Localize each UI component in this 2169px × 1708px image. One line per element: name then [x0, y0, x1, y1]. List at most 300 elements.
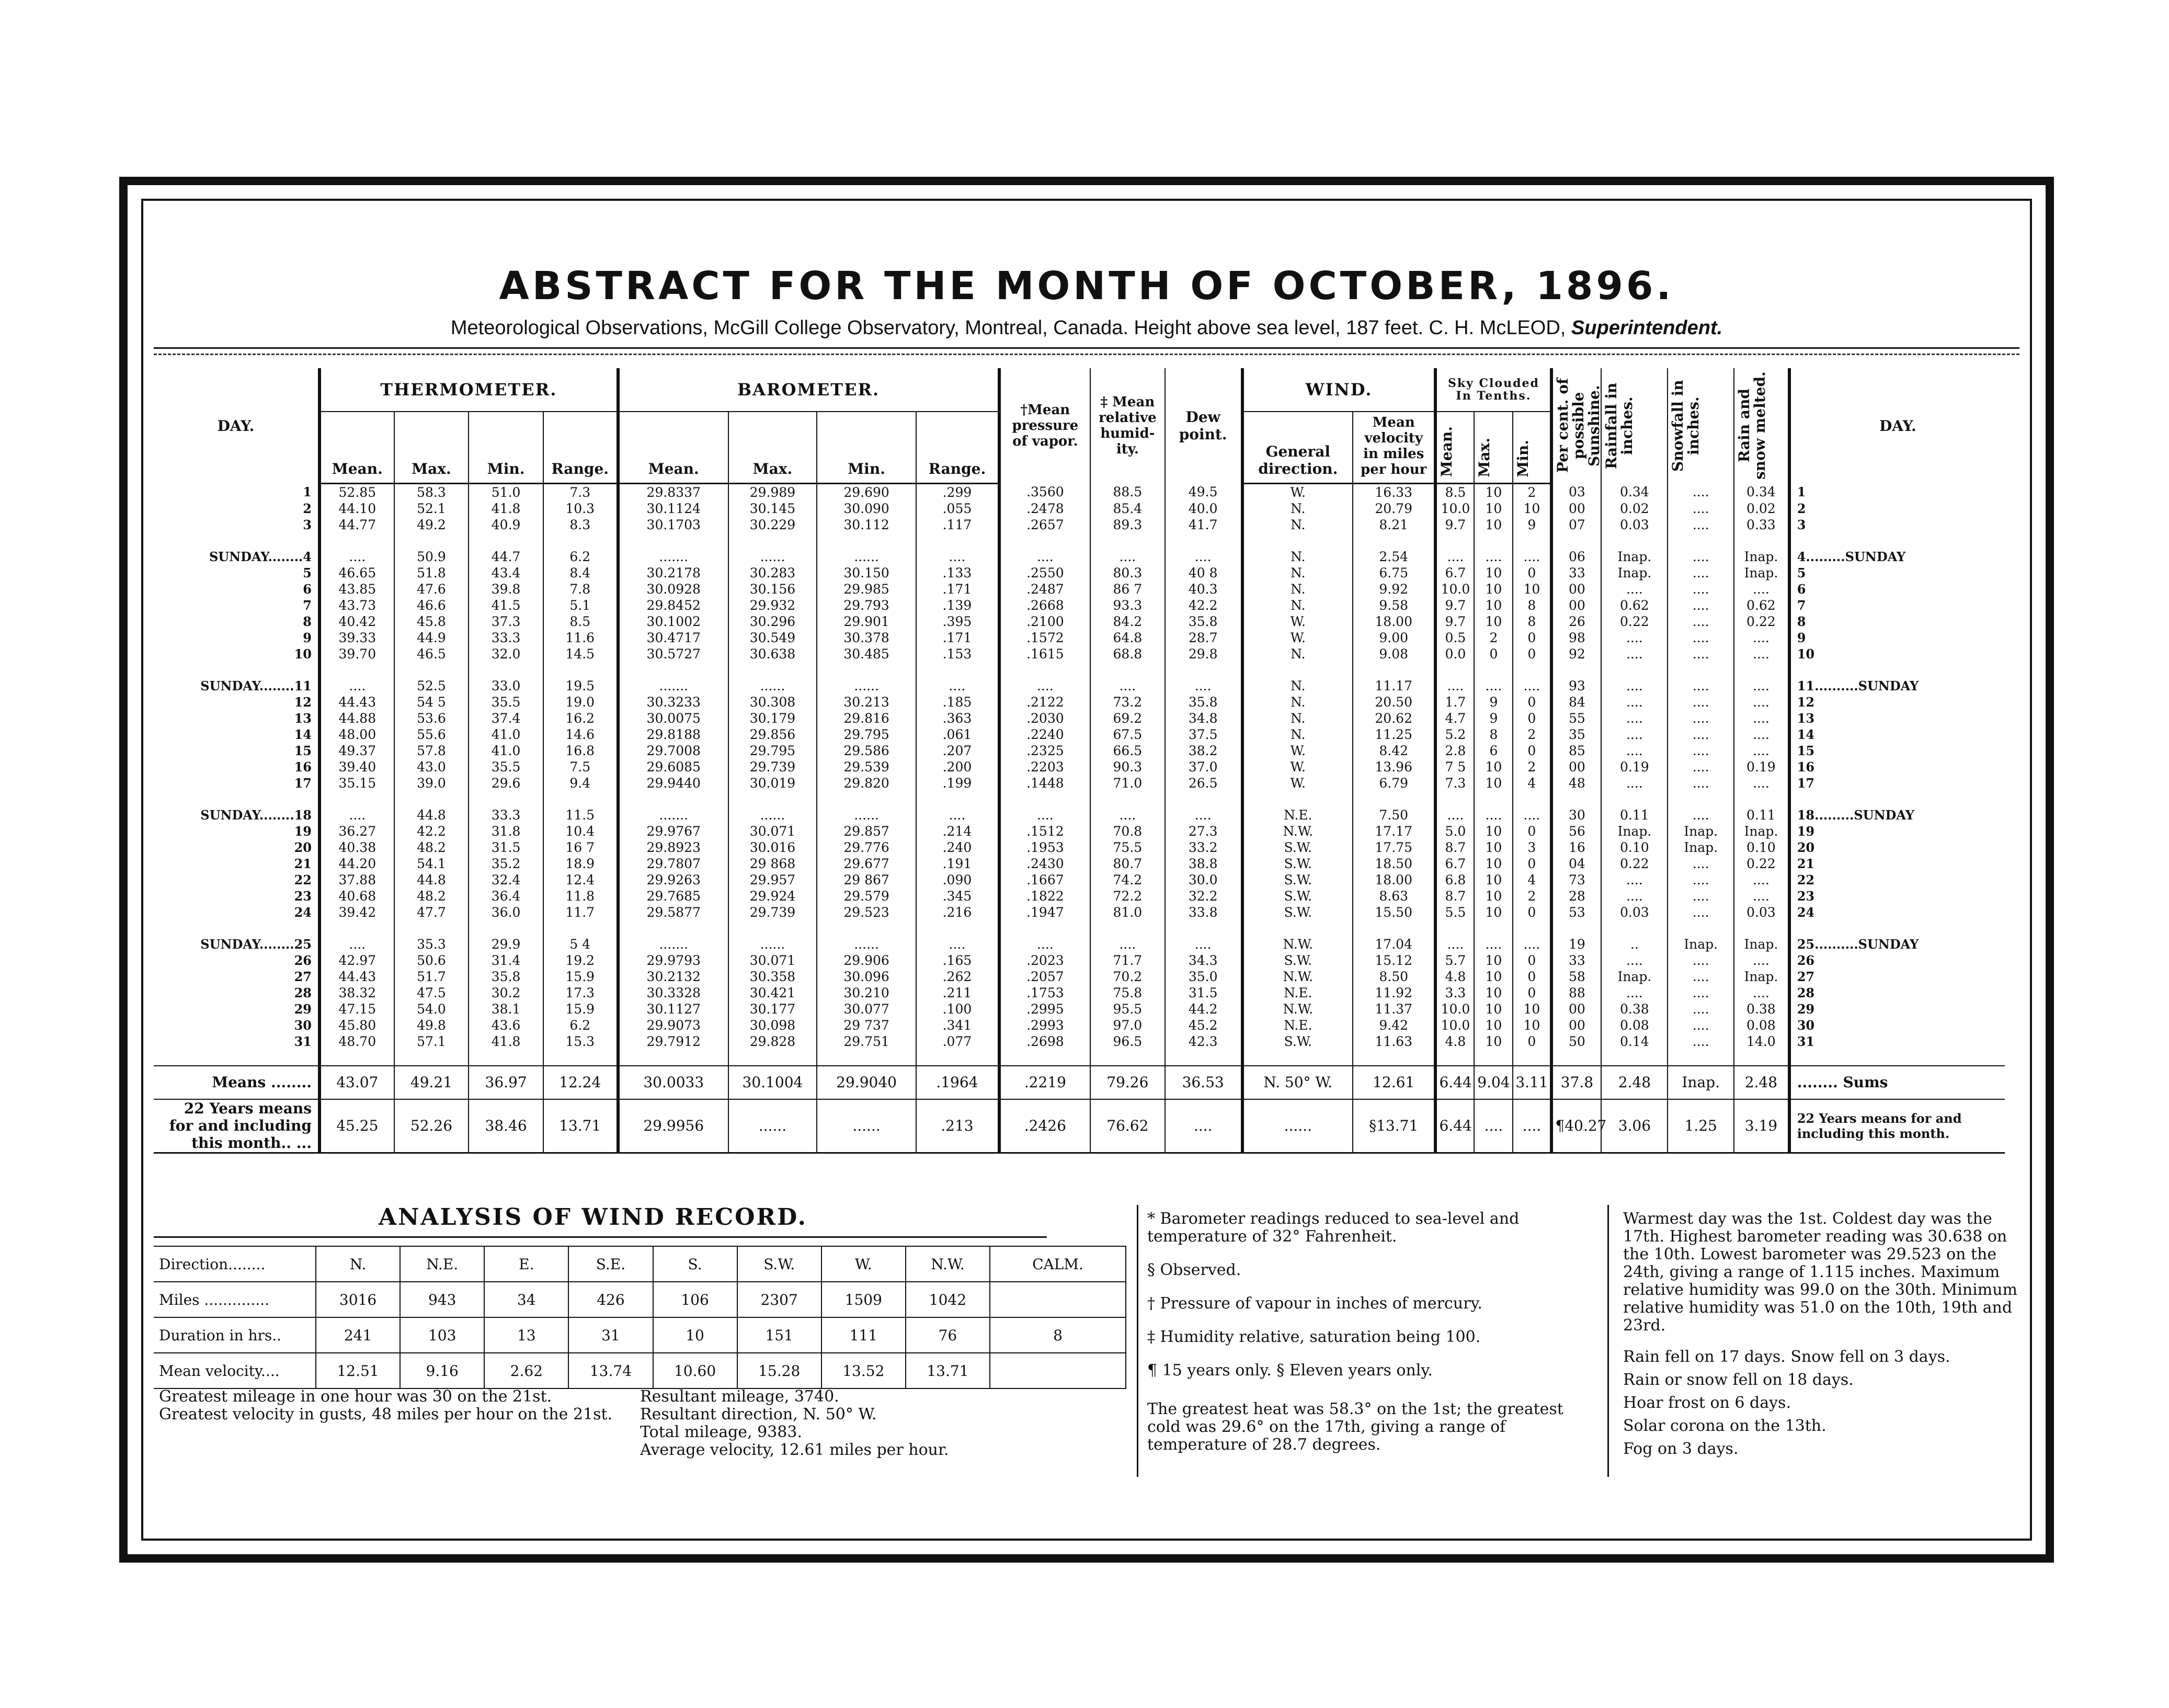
table-row-cell-16: 0: [1513, 565, 1551, 581]
table-row-cell-7: 29.901: [817, 613, 916, 630]
table-row-cell-12: W.: [1242, 483, 1353, 500]
table-row-cell-7: 29.857: [817, 823, 916, 839]
table-row-cell-6: 29.795: [728, 743, 817, 759]
wind-duration-row-cell: 103: [400, 1317, 484, 1353]
table-row-cell-18: 0.22: [1601, 613, 1668, 630]
table-row-cell-13: 20.62: [1353, 710, 1436, 726]
table-row-cell-10: 96.5: [1090, 1033, 1165, 1050]
table-row-cell-15: 9: [1474, 710, 1513, 726]
years22-row-cell-0: 22 Years means for and including this month.. ...: [154, 1099, 319, 1153]
table-row-cell-1: 52.85: [319, 483, 394, 500]
table-row-cell-9: .2478: [999, 500, 1090, 517]
gap-cell: [999, 920, 1090, 936]
table-row-cell-1: 38.32: [319, 985, 394, 1001]
means-row-cell-9: .2219: [999, 1066, 1090, 1099]
table-row-cell-19: ....: [1668, 517, 1734, 533]
table-row-cell-17: 04: [1551, 856, 1601, 872]
footnote-observed: § Observed.: [1147, 1261, 1241, 1279]
table-row-cell-20: 0.03: [1734, 904, 1789, 920]
table-row-cell-1: 39.70: [319, 646, 394, 662]
gap-cell: [1789, 662, 2005, 678]
table-row-cell-13: 8.63: [1353, 888, 1436, 904]
table-row-cell-0: 14: [294, 726, 312, 742]
table-row-cell-14: 9.7: [1435, 517, 1474, 533]
table-row-cell-4: 9.4: [543, 775, 618, 791]
table-row-cell-18: ....: [1601, 888, 1668, 904]
table-row-cell-1: 39.40: [319, 759, 394, 775]
table-row-cell-6: 29.739: [728, 759, 817, 775]
table-row-cell-16: 0: [1513, 969, 1551, 985]
wind-miles-row-cell: 34: [484, 1282, 568, 1317]
table-row: [154, 1033, 2005, 1050]
table-row-cell-9: .2023: [999, 952, 1090, 969]
table-row-cell-15: 10: [1474, 904, 1513, 920]
header-thermo-range: Range.: [543, 412, 618, 483]
table-row-cell-19: ....: [1668, 500, 1734, 517]
table-row-cell-19: ....: [1668, 694, 1734, 710]
table-row-cell-20: ....: [1734, 726, 1789, 743]
table-row-cell-19: Inap.: [1668, 823, 1734, 839]
gap-cell: [1353, 533, 1436, 549]
table-row-cell-13: 9.58: [1353, 597, 1436, 613]
gap-cell: [817, 920, 916, 936]
table-row-cell-16: 0: [1513, 985, 1551, 1001]
table-row-cell-13: 6.79: [1353, 775, 1436, 791]
gap-cell: [1165, 920, 1242, 936]
means-row-cell-8: .1964: [916, 1066, 999, 1099]
gap-cell: [394, 791, 469, 807]
table-row-cell-10: 75.8: [1090, 985, 1165, 1001]
table-row-cell-4: 19.2: [543, 952, 618, 969]
table-row-cell-10: 95.5: [1090, 1001, 1165, 1017]
table-row-cell-10: 66.5: [1090, 743, 1165, 759]
table-row-cell-9: .2122: [999, 694, 1090, 710]
table-row-cell-8: .139: [916, 597, 999, 613]
header-baro-max: Max.: [728, 412, 817, 483]
table-row-cell-21: 15: [1789, 743, 2005, 759]
table-row-cell-4: 11.8: [543, 888, 618, 904]
table-row-cell-10: ....: [1090, 807, 1165, 823]
table-row-cell-5: 29.8923: [618, 839, 728, 856]
table-row-cell-6: 30.071: [728, 952, 817, 969]
table-row-cell-12: S.W.: [1242, 1033, 1353, 1050]
table-row-cell-9: .1667: [999, 872, 1090, 888]
table-row-cell-0: 19: [294, 823, 312, 839]
table-row-cell-21: 26: [1789, 952, 2005, 969]
table-row-cell-5: 29.7008: [618, 743, 728, 759]
table-row-cell-19: ....: [1668, 1001, 1734, 1017]
wind-direction-row-cell: S.E.: [568, 1246, 653, 1282]
gap-cell: [543, 791, 618, 807]
header-barometer: BAROMETER.: [618, 368, 999, 412]
table-row-cell-20: Inap.: [1734, 936, 1789, 952]
table-row-cell-12: N.: [1242, 500, 1353, 517]
table-row-cell-21: 24: [1789, 904, 2005, 920]
table-row-cell-0: 22: [294, 872, 312, 887]
table-row-cell-17: 30: [1551, 807, 1601, 823]
table-row-cell-4: 15.9: [543, 969, 618, 985]
table-row-cell-0: 29: [294, 1001, 312, 1017]
table-row-cell-0: 20: [294, 839, 312, 855]
gap-cell: [999, 791, 1090, 807]
observation-rows: [154, 483, 2005, 1153]
table-row: [154, 597, 2005, 613]
wind-velocity-row-cell: 2.62: [484, 1353, 568, 1388]
table-row-cell-15: 6: [1474, 743, 1513, 759]
table-row: [154, 483, 2005, 500]
table-row-cell-17: 88: [1551, 985, 1601, 1001]
table-row-cell-3: 40.9: [469, 517, 543, 533]
table-row-cell-0: SUNDAY........4: [209, 549, 312, 564]
table-row-cell-10: 69.2: [1090, 710, 1165, 726]
table-row-cell-2: 49.8: [394, 1017, 469, 1033]
table-row-cell-1: 40.38: [319, 839, 394, 856]
table-row-cell-18: 0.62: [1601, 597, 1668, 613]
gap-cell: [618, 662, 728, 678]
table-row: [154, 613, 2005, 630]
table-row-cell-16: 0: [1513, 1033, 1551, 1050]
table-row-cell-8: .211: [916, 985, 999, 1001]
total-mileage: Total mileage, 9383.: [640, 1423, 803, 1441]
table-row-cell-3: 36.0: [469, 904, 543, 920]
table-row-cell-12: N.W.: [1242, 969, 1353, 985]
table-row-cell-9: ....: [999, 678, 1090, 694]
wind-direction-row-cell: W.: [821, 1246, 906, 1282]
table-row-cell-6: 30.156: [728, 581, 817, 597]
table-row-cell-11: ....: [1165, 936, 1242, 952]
table-row-cell-19: ....: [1668, 1017, 1734, 1033]
table-row-cell-9: .2057: [999, 969, 1090, 985]
table-row-cell-17: 33: [1551, 565, 1601, 581]
table-row-cell-21: 11..........SUNDAY: [1789, 678, 2005, 694]
table-row-cell-2: 57.1: [394, 1033, 469, 1050]
table-row-cell-5: 30.2178: [618, 565, 728, 581]
wind-duration-row-cell: 10: [653, 1317, 737, 1353]
table-row-cell-9: .2993: [999, 1017, 1090, 1033]
table-row-cell-4: 8.5: [543, 613, 618, 630]
table-row-cell-12: N.: [1242, 565, 1353, 581]
table-row-cell-1: 47.15: [319, 1001, 394, 1017]
table-row-cell-2: 52.5: [394, 678, 469, 694]
table-row-cell-9: .2030: [999, 710, 1090, 726]
table-row: [154, 936, 2005, 952]
table-row-cell-5: .......: [618, 549, 728, 565]
header-day-right: DAY.: [1789, 368, 2005, 483]
table-row-cell-7: 29.906: [817, 952, 916, 969]
table-row-cell-19: ....: [1668, 613, 1734, 630]
table-row-cell-7: 29.816: [817, 710, 916, 726]
table-row-cell-16: 10: [1513, 1001, 1551, 1017]
table-row-cell-20: 0.02: [1734, 500, 1789, 517]
gap-cell: [618, 920, 728, 936]
gap-cell: [1242, 1050, 1353, 1066]
table-row-cell-9: .1448: [999, 775, 1090, 791]
row-gap: [154, 920, 2005, 936]
table-row-cell-15: 10: [1474, 597, 1513, 613]
table-row-cell-18: Inap.: [1601, 549, 1668, 565]
table-row-cell-14: ....: [1435, 807, 1474, 823]
gap-cell: [1734, 920, 1789, 936]
years22-row-cell-14: 6.44: [1435, 1099, 1474, 1153]
table-row-cell-11: 27.3: [1165, 823, 1242, 839]
table-row-cell-19: ....: [1668, 985, 1734, 1001]
table-row-cell-21: 10: [1789, 646, 2005, 662]
years22-row-cell-1: 45.25: [319, 1099, 394, 1153]
table-row-cell-3: 32.0: [469, 646, 543, 662]
row-gap: [154, 533, 2005, 549]
table-row-cell-12: W.: [1242, 630, 1353, 646]
table-row-cell-19: ....: [1668, 1033, 1734, 1050]
table-row-cell-9: ....: [999, 549, 1090, 565]
table-row-cell-1: 44.77: [319, 517, 394, 533]
gap-cell: [1601, 662, 1668, 678]
column-separator-1: [1137, 1205, 1138, 1477]
table-row-cell-6: ......: [728, 549, 817, 565]
wind-duration-row-cell: 8: [990, 1317, 1126, 1353]
table-row-cell-11: ....: [1165, 678, 1242, 694]
table-row-cell-16: ....: [1513, 678, 1551, 694]
table-row-cell-8: .185: [916, 694, 999, 710]
gap-cell: [1474, 662, 1513, 678]
table-row-cell-20: Inap.: [1734, 823, 1789, 839]
table-row: [154, 775, 2005, 791]
table-row-cell-17: 00: [1551, 597, 1601, 613]
table-row-cell-4: 10.4: [543, 823, 618, 839]
table-row-cell-19: ....: [1668, 807, 1734, 823]
table-row-cell-15: 0: [1474, 646, 1513, 662]
table-row-cell-15: 10: [1474, 1033, 1513, 1050]
table-row-cell-0: 16: [294, 759, 312, 775]
gap-cell: [1551, 662, 1601, 678]
table-row-cell-3: 43.4: [469, 565, 543, 581]
wind-direction-row-cell: S.W.: [737, 1246, 821, 1282]
table-row-cell-17: 93: [1551, 678, 1601, 694]
table-row-cell-7: 29.539: [817, 759, 916, 775]
table-row-cell-10: 81.0: [1090, 904, 1165, 920]
gap-cell: [728, 1050, 817, 1066]
wind-direction-row: [154, 1246, 1126, 1282]
table-row-cell-1: ....: [319, 936, 394, 952]
table-row-cell-10: ....: [1090, 678, 1165, 694]
years22-row-cell-12: ......: [1242, 1099, 1353, 1153]
table-row-cell-18: 0.02: [1601, 500, 1668, 517]
table-row-cell-16: ....: [1513, 936, 1551, 952]
wind-analysis-table: [154, 1246, 1126, 1389]
table-row-cell-3: 39.8: [469, 581, 543, 597]
table-row-cell-17: 00: [1551, 500, 1601, 517]
table-row-cell-9: .3560: [999, 483, 1090, 500]
table-row: [154, 710, 2005, 726]
table-row-cell-21: 22: [1789, 872, 2005, 888]
table-row-cell-13: 11.92: [1353, 985, 1436, 1001]
table-row-cell-2: 43.0: [394, 759, 469, 775]
table-row-cell-9: ....: [999, 936, 1090, 952]
table-row-cell-12: N.: [1242, 694, 1353, 710]
table-row-cell-17: 28: [1551, 888, 1601, 904]
table-row-cell-15: 10: [1474, 517, 1513, 533]
table-row-cell-16: 2: [1513, 483, 1551, 500]
wind-direction-row-cell: N.W.: [906, 1246, 990, 1282]
table-row-cell-12: N.E.: [1242, 1017, 1353, 1033]
means-row-cell-6: 30.1004: [728, 1066, 817, 1099]
means-row-cell-13: 12.61: [1353, 1066, 1436, 1099]
table-row-cell-11: 34.8: [1165, 710, 1242, 726]
gap-cell: [1513, 662, 1551, 678]
table-row-cell-10: 72.2: [1090, 888, 1165, 904]
table-row-cell-17: 00: [1551, 581, 1601, 597]
table-row-cell-0: 5: [303, 565, 312, 580]
gap-cell: [728, 791, 817, 807]
table-row-cell-16: 8: [1513, 613, 1551, 630]
table-row-cell-16: 10: [1513, 1017, 1551, 1033]
table-row-cell-8: .191: [916, 856, 999, 872]
table-row-cell-3: 37.4: [469, 710, 543, 726]
table-row-cell-3: 41.5: [469, 597, 543, 613]
means-row-cell-10: 79.26: [1090, 1066, 1165, 1099]
table-row-cell-0: 15: [294, 743, 312, 758]
gap-cell: [1353, 1050, 1436, 1066]
table-row-cell-19: ....: [1668, 775, 1734, 791]
table-row-cell-10: 71.0: [1090, 775, 1165, 791]
header-sunshine-text: Per cent. of possible Sunshine.: [1554, 378, 1603, 473]
table-row-cell-9: .2657: [999, 517, 1090, 533]
table-row-cell-16: ....: [1513, 807, 1551, 823]
table-row-cell-18: ....: [1601, 694, 1668, 710]
table-row-cell-0: 26: [294, 952, 312, 968]
table-row-cell-13: 11.63: [1353, 1033, 1436, 1050]
table-row-cell-11: 42.3: [1165, 1033, 1242, 1050]
table-row-cell-8: ....: [916, 549, 999, 565]
table-row-cell-4: 16 7: [543, 839, 618, 856]
wind-direction-row-cell: S.: [653, 1246, 737, 1282]
table-row-cell-5: 29.8452: [618, 597, 728, 613]
table-row-cell-2: 58.3: [394, 483, 469, 500]
gap-cell: [319, 920, 394, 936]
table-row-cell-21: 3: [1789, 517, 2005, 533]
wind-duration-row-cell: 13: [484, 1317, 568, 1353]
table-row-cell-0: 10: [294, 646, 312, 662]
table-row-cell-5: 29.6085: [618, 759, 728, 775]
table-row-cell-5: 30.0928: [618, 581, 728, 597]
table-row-cell-10: ....: [1090, 549, 1165, 565]
gap-cell: [1513, 1050, 1551, 1066]
table-row-cell-6: 29.932: [728, 597, 817, 613]
table-row-cell-15: 10: [1474, 500, 1513, 517]
table-row-cell-17: 00: [1551, 1001, 1601, 1017]
table-row-cell-10: 93.3: [1090, 597, 1165, 613]
footnotes: [1147, 1210, 1597, 1454]
gap-cell: [999, 533, 1090, 549]
gap-cell: [1601, 533, 1668, 549]
table-row-cell-18: ....: [1601, 646, 1668, 662]
table-row-cell-9: .2668: [999, 597, 1090, 613]
table-row-cell-8: .117: [916, 517, 999, 533]
gap-cell: [1789, 533, 2005, 549]
table-row-cell-16: 0: [1513, 743, 1551, 759]
table-row-cell-7: 29.523: [817, 904, 916, 920]
table-row-cell-19: ....: [1668, 581, 1734, 597]
table-row-cell-9: .1572: [999, 630, 1090, 646]
table-row-cell-18: 0.08: [1601, 1017, 1668, 1033]
table-row-cell-6: 30.179: [728, 710, 817, 726]
table-row-cell-12: N.: [1242, 549, 1353, 565]
table-row-cell-1: 44.43: [319, 969, 394, 985]
table-row-cell-10: 90.3: [1090, 759, 1165, 775]
table-row-cell-11: 49.5: [1165, 483, 1242, 500]
means-row-cell-11: 36.53: [1165, 1066, 1242, 1099]
table-row-cell-18: Inap.: [1601, 565, 1668, 581]
gap-cell: [1474, 533, 1513, 549]
table-row-cell-13: 20.79: [1353, 500, 1436, 517]
table-row-cell-8: .090: [916, 872, 999, 888]
table-row-cell-4: 11.5: [543, 807, 618, 823]
table-row: [154, 743, 2005, 759]
table-row-cell-8: ....: [916, 678, 999, 694]
means-row-cell-14: 6.44: [1435, 1066, 1474, 1099]
means-row-cell-16: 3.11: [1513, 1066, 1551, 1099]
table-row-cell-21: 21: [1789, 856, 2005, 872]
table-row-cell-15: 10: [1474, 839, 1513, 856]
table-row-cell-3: 35.5: [469, 759, 543, 775]
table-row-cell-20: 0.38: [1734, 1001, 1789, 1017]
wind-miles-row: [154, 1282, 1126, 1317]
header-day: DAY.: [217, 417, 255, 435]
table-row-cell-11: 38.2: [1165, 743, 1242, 759]
table-row: [154, 565, 2005, 581]
header-thermo-min: Min.: [469, 412, 543, 483]
table-row-cell-5: 30.3328: [618, 985, 728, 1001]
wind-miles-row-cell: 1042: [906, 1282, 990, 1317]
gap-cell: [1474, 791, 1513, 807]
wind-velocity-row-cell: 13.74: [568, 1353, 653, 1388]
table-row-cell-4: 15.9: [543, 1001, 618, 1017]
row-gap: [154, 662, 2005, 678]
table-row-cell-1: 36.27: [319, 823, 394, 839]
table-row-cell-13: 15.50: [1353, 904, 1436, 920]
table-row-cell-1: 45.80: [319, 1017, 394, 1033]
header-dew: Dew point.: [1165, 368, 1242, 483]
table-row-cell-2: 47.6: [394, 581, 469, 597]
table-row-cell-6: 30.358: [728, 969, 817, 985]
table-row-cell-12: N.: [1242, 710, 1353, 726]
wind-velocity-row-cell: 13.71: [906, 1353, 990, 1388]
table-row-cell-21: 20: [1789, 839, 2005, 856]
table-row: [154, 1001, 2005, 1017]
table-row-cell-6: 30.421: [728, 985, 817, 1001]
table-row-cell-5: 30.1124: [618, 500, 728, 517]
table-row-cell-10: 97.0: [1090, 1017, 1165, 1033]
table-row-cell-20: 0.34: [1734, 483, 1789, 500]
table-row-cell-11: 41.7: [1165, 517, 1242, 533]
table-row-cell-6: 30.016: [728, 839, 817, 856]
gap-cell: [319, 791, 394, 807]
gap-cell: [1601, 920, 1668, 936]
table-row-cell-8: ....: [916, 807, 999, 823]
table-row-cell-14: ....: [1435, 936, 1474, 952]
table-row-cell-17: 73: [1551, 872, 1601, 888]
wind-velocity-row-cell: 15.28: [737, 1353, 821, 1388]
gap-cell: [1734, 662, 1789, 678]
gap-cell: [916, 920, 999, 936]
column-separator-2: [1607, 1205, 1609, 1477]
remark-fog: Fog on 3 days.: [1623, 1440, 1739, 1458]
years22-row-cell-11: ....: [1165, 1099, 1242, 1153]
gap-cell: [394, 662, 469, 678]
table-row-cell-20: ....: [1734, 952, 1789, 969]
table-row-cell-11: 33.8: [1165, 904, 1242, 920]
table-row-cell-20: ....: [1734, 710, 1789, 726]
table-row-cell-17: 56: [1551, 823, 1601, 839]
